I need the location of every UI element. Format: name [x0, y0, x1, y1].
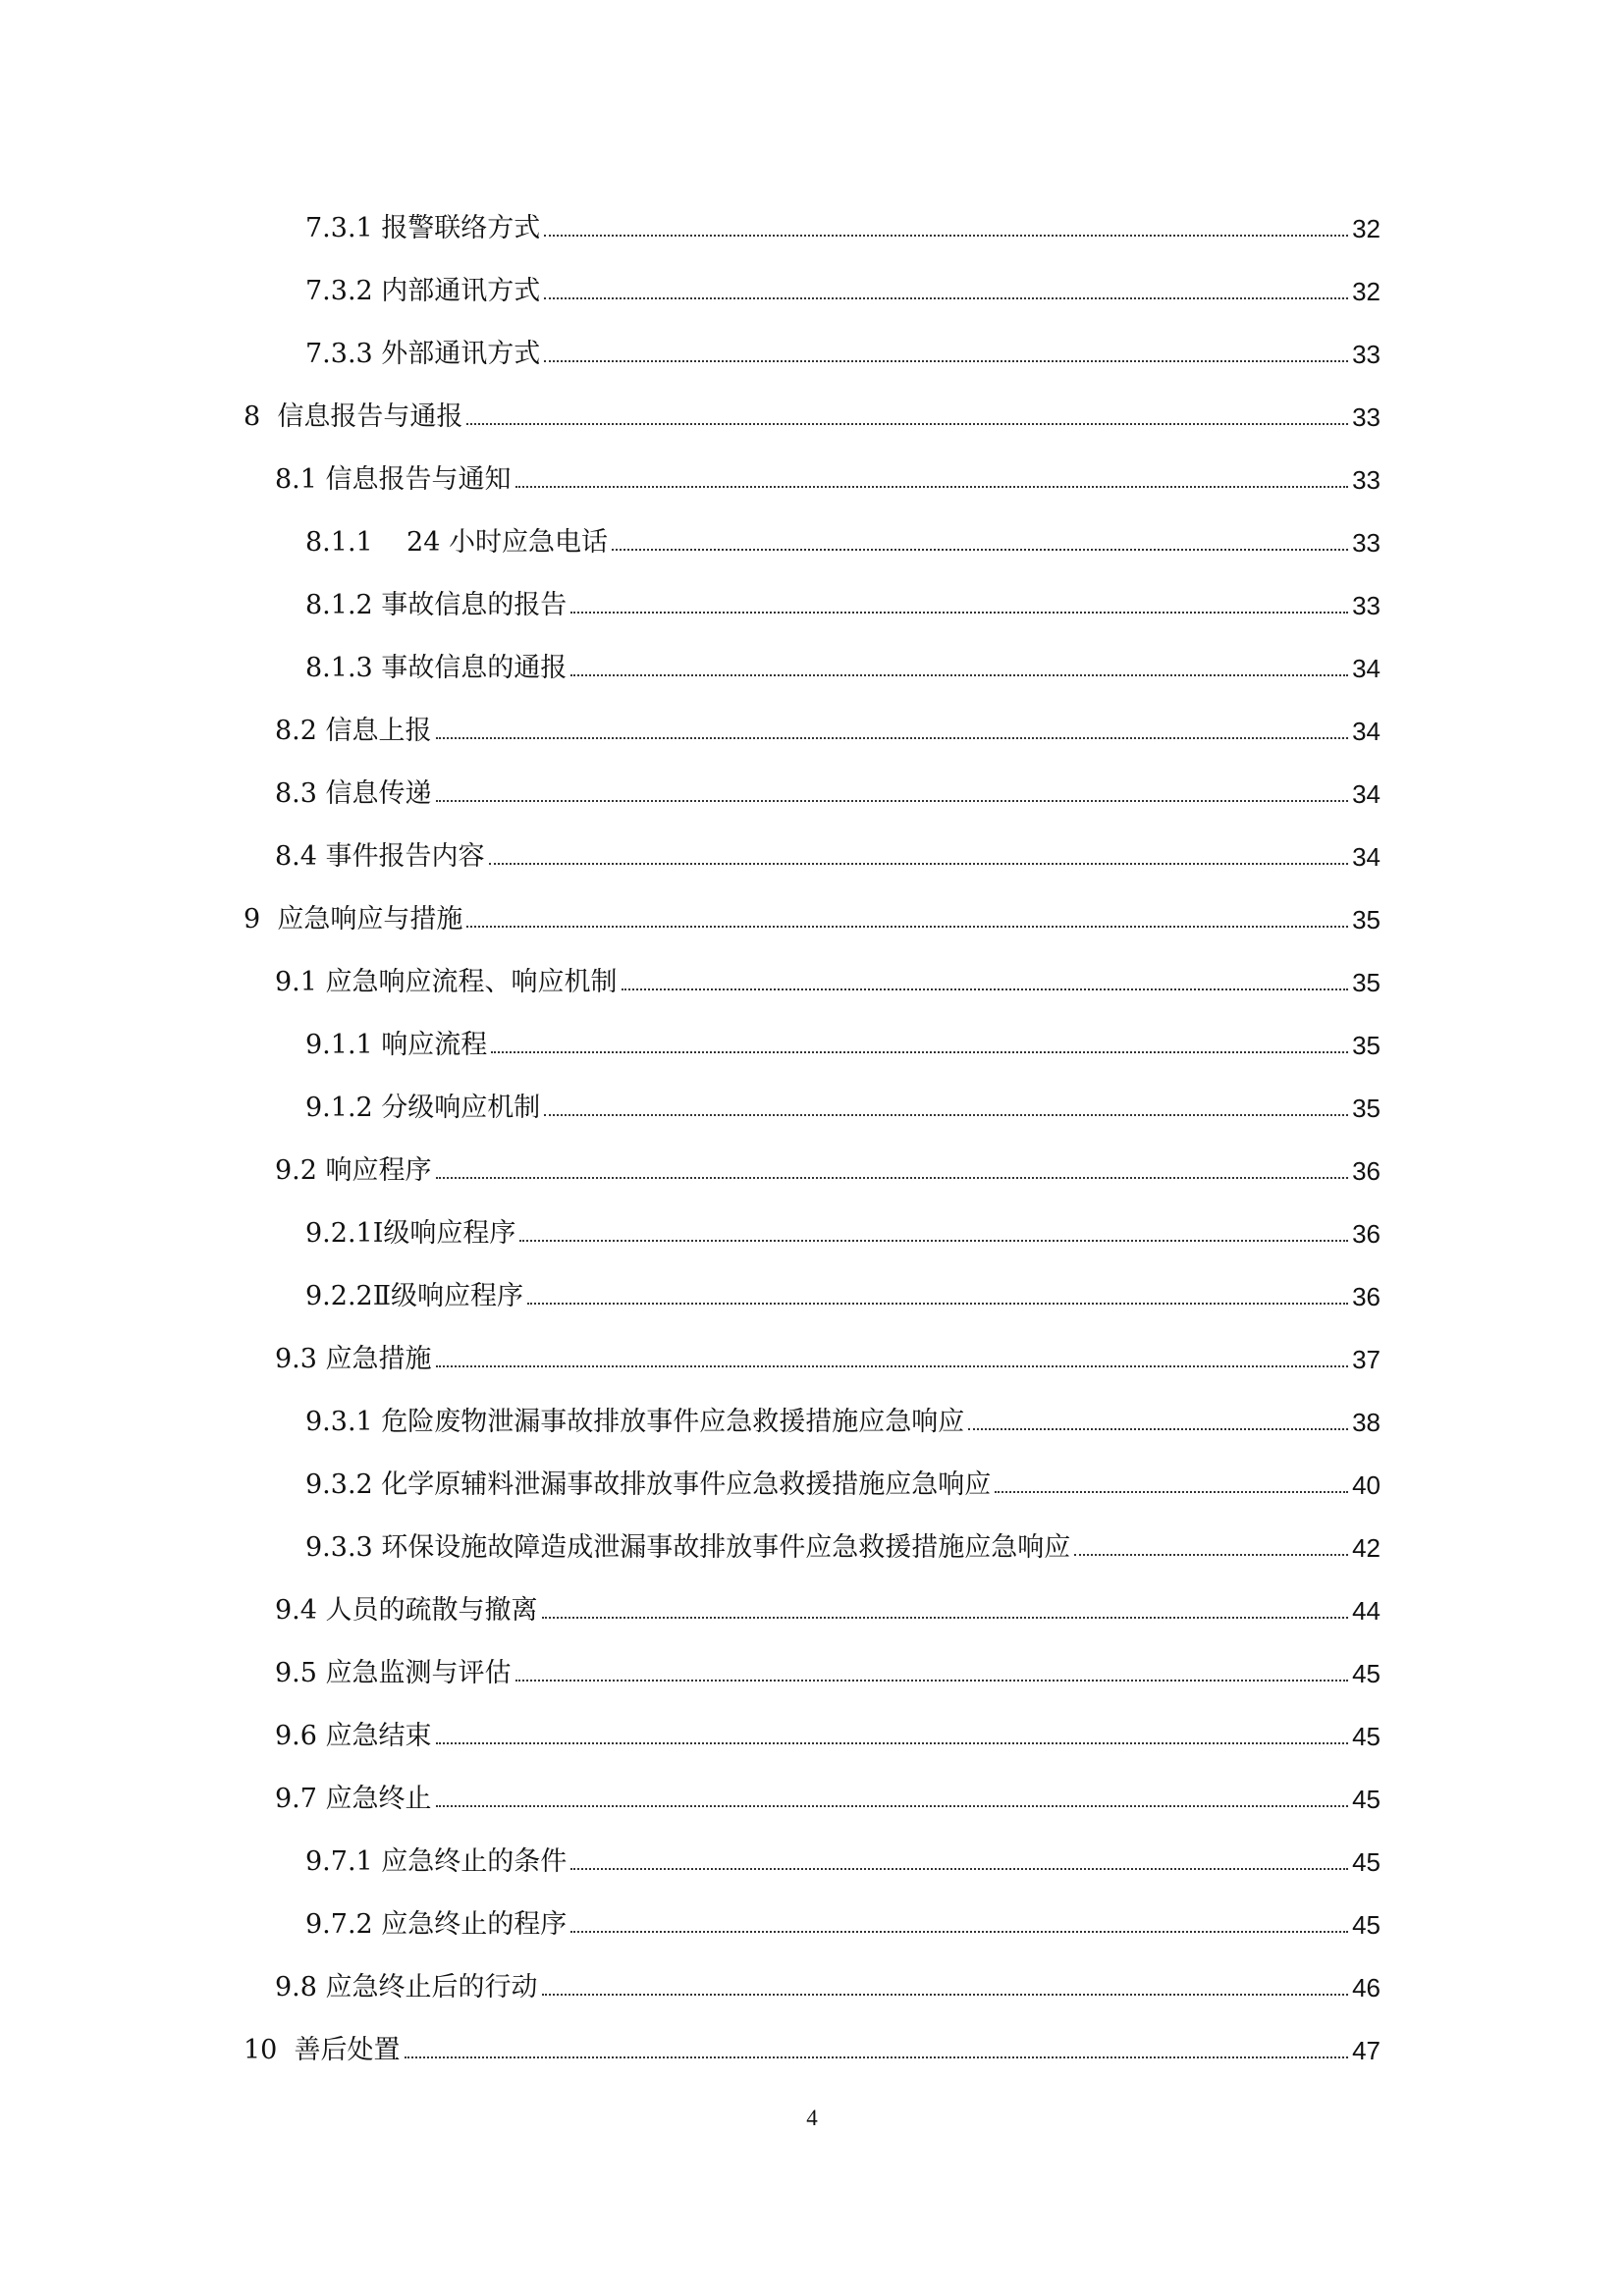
- toc-entry-title: 9.1.2 分级响应机制: [305, 1093, 541, 1123]
- toc-entry-title: 8.4 事件报告内容: [275, 841, 485, 872]
- toc-entry-title: 9.1 应急响应流程、响应机制: [275, 967, 618, 997]
- toc-entry[interactable]: [275, 1325, 1380, 1372]
- toc-entry-title: 7.3.1 报警联络方式: [305, 213, 541, 243]
- toc-entry[interactable]: [305, 320, 1380, 367]
- toc-entry[interactable]: [275, 823, 1380, 870]
- toc-entry-title: 8 信息报告与通报: [244, 401, 463, 432]
- toc-leader: [436, 1742, 1349, 1744]
- toc-entry[interactable]: [305, 257, 1380, 304]
- toc-leader: [612, 549, 1348, 551]
- toc-entry-page: 33: [1352, 465, 1380, 495]
- toc-leader: [466, 423, 1348, 425]
- toc-entry-title: 9.7 应急终止: [275, 1784, 432, 1814]
- toc-entry-page: 34: [1352, 779, 1380, 809]
- toc-entry[interactable]: [275, 760, 1380, 807]
- toc-entry-page: 33: [1352, 340, 1380, 369]
- toc-entry-page: 37: [1352, 1345, 1380, 1374]
- toc-entry[interactable]: [275, 1639, 1380, 1686]
- toc-leader: [995, 1491, 1348, 1493]
- toc-entry-title: 8.1 信息报告与通知: [275, 464, 512, 495]
- toc-leader: [570, 674, 1348, 676]
- toc-entry-title: 9.3.1 危险废物泄漏事故排放事件应急救援措施应急响应: [305, 1407, 965, 1437]
- toc-entry[interactable]: [305, 1451, 1380, 1498]
- toc-entry-page: 45: [1352, 1785, 1380, 1814]
- toc-leader: [436, 1365, 1349, 1367]
- toc-entry[interactable]: [305, 508, 1380, 556]
- toc-entry-page: 46: [1352, 1973, 1380, 2002]
- toc-entry-page: 32: [1352, 277, 1380, 306]
- toc-entry-page: 33: [1352, 591, 1380, 620]
- toc-leader: [436, 737, 1349, 739]
- toc-entry-page: 38: [1352, 1408, 1380, 1437]
- toc-leader: [436, 1177, 1349, 1179]
- toc-leader: [436, 800, 1349, 802]
- toc-entry-page: 35: [1352, 1031, 1380, 1060]
- toc-entry[interactable]: [305, 1891, 1380, 1938]
- toc-entry-title: 8.2 信息上报: [275, 716, 432, 746]
- toc-entry[interactable]: [305, 1514, 1380, 1561]
- toc-entry[interactable]: [305, 194, 1380, 241]
- toc-entry-title: 9.2 响应程序: [275, 1155, 432, 1186]
- toc-entry[interactable]: [244, 383, 1380, 430]
- toc-entry[interactable]: [275, 446, 1380, 493]
- page-number: 4: [806, 2106, 818, 2130]
- toc-entry-page: 40: [1352, 1470, 1380, 1500]
- toc-leader: [542, 1617, 1349, 1619]
- toc-leader: [405, 2056, 1349, 2058]
- toc-entry[interactable]: [305, 1388, 1380, 1435]
- toc-entry-title: 9.5 应急监测与评估: [275, 1658, 512, 1688]
- toc-entry-page: 32: [1352, 214, 1380, 243]
- toc-entry[interactable]: [275, 1765, 1380, 1812]
- toc-entry[interactable]: [305, 634, 1380, 681]
- toc-entry-page: 47: [1352, 2036, 1380, 2065]
- toc-entry[interactable]: [275, 1576, 1380, 1624]
- toc-leader: [544, 360, 1348, 362]
- toc-entry[interactable]: [305, 1262, 1380, 1309]
- toc-entry-page: 35: [1352, 1094, 1380, 1123]
- toc-entry-title: 9.3.3 环保设施故障造成泄漏事故排放事件应急救援措施应急响应: [305, 1532, 1071, 1563]
- toc-leader: [968, 1428, 1348, 1430]
- toc-entry-page: 42: [1352, 1533, 1380, 1563]
- toc-entry-title: 9.6 应急结束: [275, 1721, 432, 1751]
- toc-leader: [570, 1868, 1348, 1870]
- toc-leader: [542, 1994, 1349, 1996]
- toc-leader: [519, 1240, 1348, 1242]
- toc-entry-title: 9.8 应急终止后的行动: [275, 1972, 538, 2002]
- toc-entry-page: 33: [1352, 402, 1380, 432]
- toc-entry-title: 8.1.3 事故信息的通报: [305, 653, 568, 683]
- toc-entry-page: 35: [1352, 905, 1380, 934]
- toc-entry-title: 8.3 信息传递: [275, 778, 432, 809]
- toc-entry-title: 9.1.1 响应流程: [305, 1030, 488, 1060]
- toc-entry-title: 8.1.2 事故信息的报告: [305, 590, 568, 620]
- toc-leader: [527, 1303, 1348, 1305]
- toc-entry-page: 36: [1352, 1219, 1380, 1249]
- toc-entry-page: 45: [1352, 1847, 1380, 1877]
- toc-entry-page: 44: [1352, 1596, 1380, 1626]
- toc-entry-title: 9.3 应急措施: [275, 1344, 432, 1374]
- toc-entry[interactable]: [305, 1074, 1380, 1121]
- toc-leader: [544, 1114, 1348, 1116]
- toc-entry-title: 10 善后处置: [244, 2035, 401, 2065]
- toc-leader: [515, 1680, 1349, 1682]
- toc-entry-page: 34: [1352, 654, 1380, 683]
- toc-entry[interactable]: [305, 1011, 1380, 1058]
- toc-entry[interactable]: [275, 697, 1380, 744]
- toc-entry-title: 9.3.2 化学原辅料泄漏事故排放事件应急救援措施应急响应: [305, 1469, 992, 1500]
- toc-leader: [622, 988, 1349, 990]
- toc-entry[interactable]: [244, 885, 1380, 933]
- toc-entry-title: 9.7.2 应急终止的程序: [305, 1909, 568, 1940]
- toc-entry-title: 7.3.3 外部通讯方式: [305, 339, 541, 369]
- toc-entry[interactable]: [275, 948, 1380, 995]
- toc-leader: [489, 863, 1349, 865]
- toc-entry-title: 7.3.2 内部通讯方式: [305, 276, 541, 306]
- toc-leader: [1074, 1554, 1348, 1556]
- toc-entry-page: 36: [1352, 1156, 1380, 1186]
- toc-leader: [515, 486, 1349, 488]
- toc-leader: [466, 926, 1348, 928]
- toc-entry-title: 8.1.1 24 小时应急电话: [305, 527, 608, 558]
- toc-entry-page: 35: [1352, 968, 1380, 997]
- toc-entry-title: 9.7.1 应急终止的条件: [305, 1846, 568, 1877]
- toc-entry[interactable]: [275, 1702, 1380, 1749]
- toc-entry-title: 9.2.2Ⅱ级响应程序: [305, 1281, 524, 1311]
- toc-entry-page: 33: [1352, 528, 1380, 558]
- toc-entry-page: 45: [1352, 1659, 1380, 1688]
- toc-entry-title: 9.4 人员的疏散与撤离: [275, 1595, 538, 1626]
- toc-leader: [436, 1805, 1349, 1807]
- toc-entry-title: 9.2.1Ⅰ级响应程序: [305, 1218, 516, 1249]
- toc-entry[interactable]: [275, 1953, 1380, 2001]
- toc-leader: [544, 297, 1348, 299]
- toc-leader: [570, 612, 1348, 614]
- toc-entry[interactable]: [305, 571, 1380, 618]
- toc-entry-page: 36: [1352, 1282, 1380, 1311]
- toc-entry-page: 45: [1352, 1722, 1380, 1751]
- toc-entry[interactable]: [305, 1200, 1380, 1247]
- toc-leader: [570, 1931, 1348, 1933]
- toc-entry-page: 34: [1352, 842, 1380, 872]
- toc-leader: [544, 235, 1348, 237]
- toc-entry-title: 9 应急响应与措施: [244, 904, 463, 934]
- toc-entry[interactable]: [244, 2016, 1380, 2063]
- toc-entry[interactable]: [275, 1137, 1380, 1184]
- toc-entry[interactable]: [305, 1828, 1380, 1875]
- toc-entry-page: 45: [1352, 1910, 1380, 1940]
- toc-entry-page: 34: [1352, 717, 1380, 746]
- toc-leader: [491, 1051, 1348, 1053]
